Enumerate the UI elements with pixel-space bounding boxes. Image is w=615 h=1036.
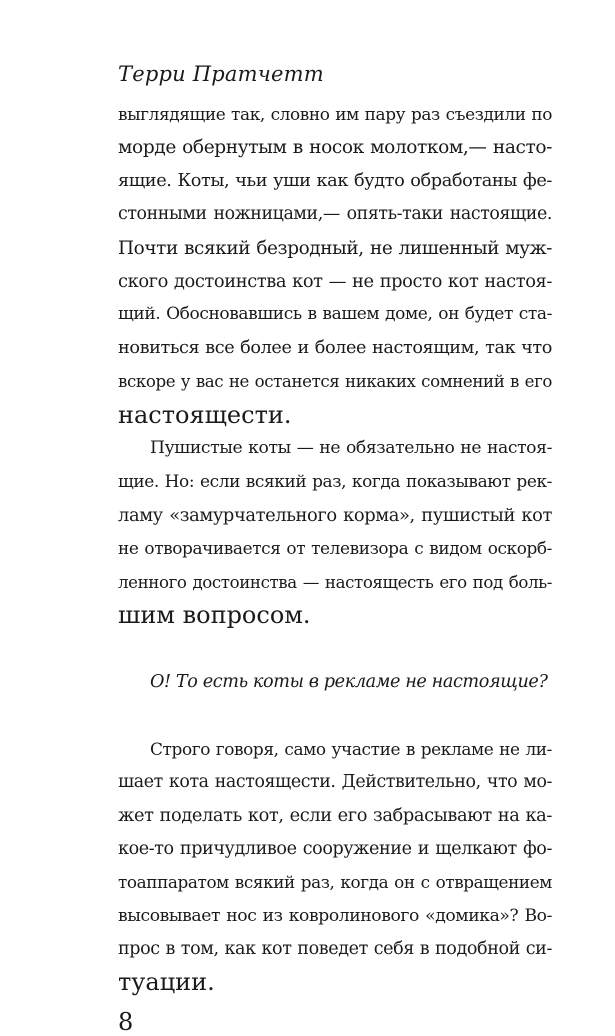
text-line: щие. Но: если всякий раз, когда показывают рек-	[118, 471, 552, 491]
text-line: ящие. Коты, чьи уши как будто обработаны фе-	[118, 171, 552, 191]
page-number: 8	[118, 1008, 134, 1036]
text-line: жет поделать кот, если его забрасывают на ка-	[118, 805, 552, 826]
text-line: стонными ножницами,— опять-таки настоящие.	[118, 204, 552, 224]
text-line: щий. Обосновавшись в вашем доме, он будет ста-	[118, 304, 552, 324]
text-line: настоящести.	[118, 401, 292, 429]
text-line: новиться все более и более настоящим, так что	[118, 338, 552, 358]
running-header: Терри Пратчетт	[118, 62, 324, 86]
text-line: Пушистые коты — не обязательно не настоя-	[150, 438, 552, 458]
text-line: Строго говоря, само участие в рекламе не ли-	[150, 739, 552, 759]
text-line: морде обернутым в носок молотком,— насто-	[118, 137, 552, 158]
text-line: не отворачивается от телевизора с видом оскорб-	[118, 538, 552, 558]
text-line: кое-то причудливое сооружение и щелкают фо-	[118, 839, 552, 859]
text-line: высовывает нос из ковролинового «домика»? Во-	[118, 906, 552, 926]
text-line: тоаппаратом всякий раз, когда он с отвращением	[118, 872, 552, 892]
text-line: шим вопросом.	[118, 601, 311, 629]
text-line: прос в том, как кот поведет себя в подобной си-	[118, 939, 552, 959]
text-line: вскоре у вас не останется никаких сомнений в его	[118, 372, 552, 391]
text-line: выглядящие так, словно им пару раз съездили по	[118, 104, 552, 124]
text-line: туации.	[118, 968, 215, 996]
text-line: ламу «замурчательного корма», пушистый кот	[118, 505, 552, 526]
question-line: О! То есть коты в рекламе не настоящие?	[150, 672, 548, 692]
text-line: ленного достоинства — настоящесть его под боль-	[118, 573, 552, 592]
text-line: Почти всякий безродный, не лишенный муж-	[118, 238, 552, 259]
text-line: шает кота настоящести. Действительно, что мо-	[118, 772, 552, 792]
text-line: ского достоинства кот — не просто кот настоя-	[118, 271, 552, 292]
